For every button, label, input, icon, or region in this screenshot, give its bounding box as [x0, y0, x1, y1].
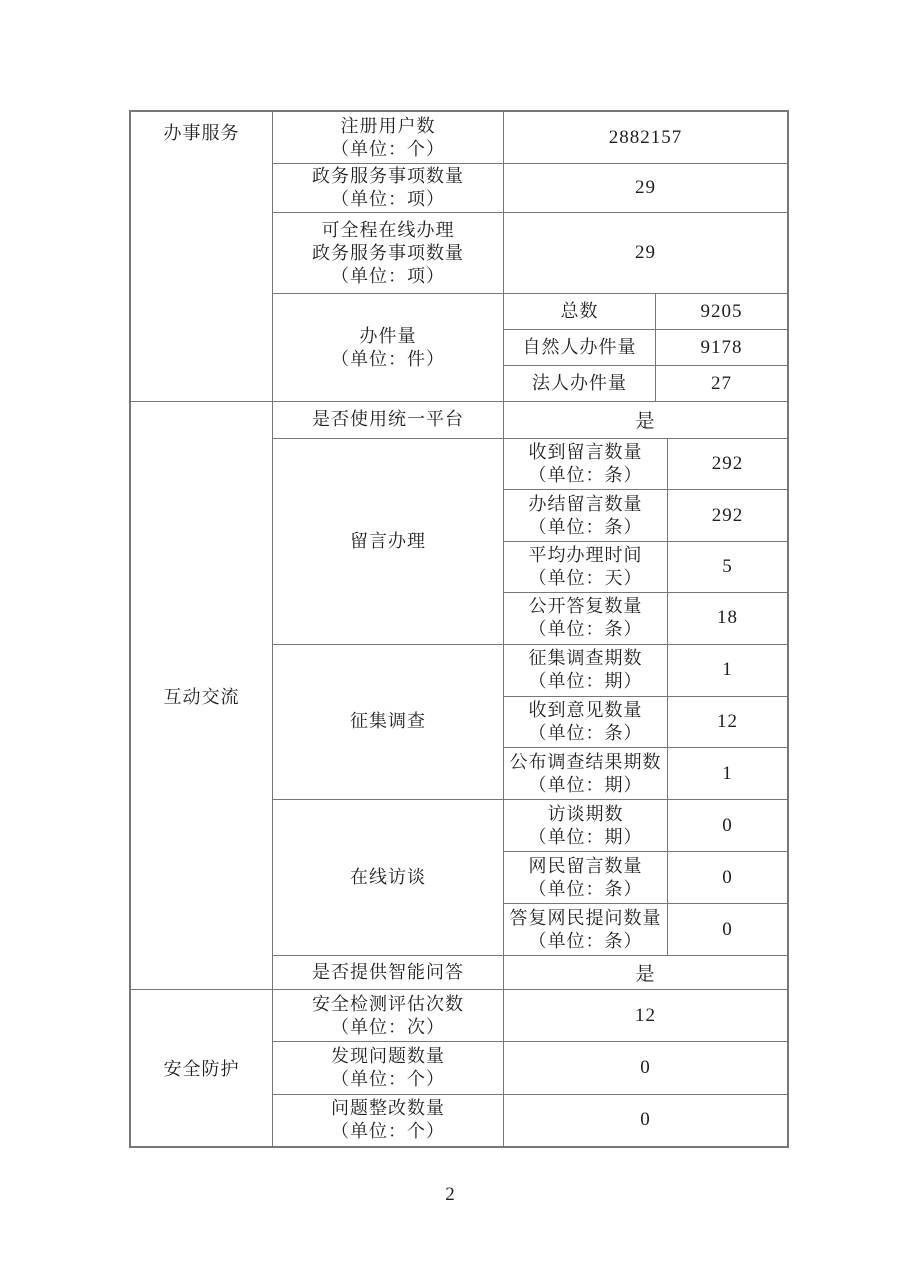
- row-problems-found: [273, 1041, 787, 1093]
- value-cell-service-items: [504, 164, 787, 212]
- value-cell-surveys-opinions: [668, 697, 787, 748]
- subrow-interviews-messages: [504, 851, 787, 903]
- report-statistics-table: [129, 110, 789, 1148]
- interviews-messages-unit: （单位：条）: [528, 878, 643, 899]
- row-security-assessments: [273, 990, 787, 1041]
- section-interaction: [131, 401, 787, 989]
- section-interaction-body: [272, 402, 787, 989]
- service-items-value: 29: [635, 177, 656, 198]
- messages-public-replies-unit: （单位：条）: [528, 619, 643, 640]
- interviews-replies-value: 0: [722, 918, 733, 940]
- surveys-periods-unit: （单位：期）: [528, 671, 643, 692]
- section-security: [131, 989, 787, 1146]
- label-cell-problems-found: [273, 1042, 504, 1093]
- value-cell-smart-qa: [504, 956, 787, 989]
- row-unified-platform: [273, 402, 787, 438]
- messages-public-replies-value: 18: [717, 607, 738, 629]
- section-service: [131, 112, 787, 401]
- label-cell-surveys-results: [504, 748, 668, 799]
- label-cell-interviews-messages: [504, 852, 668, 903]
- subrow-messages-received: [504, 439, 787, 489]
- surveys-results-unit: （单位：期）: [528, 774, 643, 795]
- subrow-interviews-periods: [504, 800, 787, 851]
- label-cell-cases-legal-person: [504, 366, 656, 401]
- cases-legal-person-value: 27: [711, 372, 732, 394]
- label-cell-smart-qa: [273, 956, 504, 989]
- cases-natural-person-value: 9178: [700, 336, 743, 358]
- subrow-cases-legal-person: [504, 365, 787, 401]
- cases-subrows: [504, 294, 787, 401]
- interviews-messages-label: 网民留言数量: [528, 855, 643, 876]
- label-cell-unified-platform: [273, 402, 504, 438]
- interviews-periods-label: 访谈期数: [547, 803, 624, 824]
- value-cell-messages-public-replies: [668, 593, 787, 643]
- messages-received-value: 292: [711, 453, 744, 475]
- category-label-security: 安全防护: [163, 1059, 240, 1079]
- page-number: 2: [445, 1184, 455, 1205]
- registered-users-label: 注册用户数: [340, 115, 436, 136]
- row-interviews: [273, 799, 787, 955]
- value-cell-problems-found: [504, 1042, 787, 1093]
- label-cell-messages-completed: [504, 490, 668, 540]
- value-cell-problems-fixed: [504, 1095, 787, 1146]
- value-cell-messages-completed: [668, 490, 787, 540]
- label-cell-surveys: [273, 645, 504, 800]
- problems-found-unit: （单位：个）: [331, 1068, 445, 1089]
- unified-platform-label: 是否使用统一平台: [312, 409, 464, 430]
- security-assessments-label: 安全检测评估次数: [312, 993, 464, 1014]
- problems-fixed-unit: （单位：个）: [331, 1121, 445, 1142]
- messages-received-unit: （单位：条）: [528, 465, 643, 486]
- value-cell-security-assessments: [504, 990, 787, 1041]
- problems-found-value: 0: [640, 1056, 651, 1078]
- registered-users-unit: （单位：个）: [331, 138, 445, 159]
- service-items-unit: （单位：项）: [331, 189, 445, 209]
- subrow-surveys-opinions: [504, 696, 787, 748]
- label-cell-cases-natural-person: [504, 330, 656, 365]
- label-cell-messages-received: [504, 439, 668, 489]
- messages-avg-time-label: 平均办理时间: [528, 544, 643, 565]
- messages-avg-time-value: 5: [722, 555, 733, 577]
- value-cell-cases-total: [656, 294, 787, 329]
- interviews-messages-value: 0: [722, 866, 733, 888]
- label-cell-cases-total: [504, 294, 656, 329]
- subrow-surveys-results: [504, 747, 787, 799]
- section-service-body: [272, 112, 787, 401]
- registered-users-value: 2882157: [608, 126, 683, 148]
- value-cell-interviews-periods: [668, 800, 787, 851]
- row-smart-qa: [273, 955, 787, 989]
- cases-total-value: 9205: [700, 300, 743, 322]
- label-cell-messages-avg-time: [504, 542, 668, 592]
- surveys-results-label: 公布调查结果期数: [509, 751, 662, 772]
- subrow-interviews-replies: [504, 903, 787, 955]
- section-security-body: [272, 990, 787, 1146]
- value-cell-surveys-periods: [668, 645, 787, 696]
- interviews-periods-value: 0: [722, 814, 733, 836]
- online-items-value: 29: [635, 242, 656, 263]
- interviews-subrows: [504, 800, 787, 955]
- surveys-periods-value: 1: [722, 659, 733, 681]
- messages-completed-label: 办结留言数量: [528, 493, 643, 514]
- surveys-periods-label: 征集调查期数: [528, 648, 643, 669]
- label-cell-problems-fixed: [273, 1095, 504, 1146]
- value-cell-cases-natural-person: [656, 330, 787, 365]
- category-cell-interaction: [131, 402, 272, 989]
- value-cell-registered-users: [504, 112, 787, 163]
- online-items-label-line1: 可全程在线办理: [321, 219, 455, 240]
- service-items-label: 政务服务事项数量: [312, 166, 464, 186]
- messages-received-label: 收到留言数量: [528, 442, 643, 463]
- online-items-label-line2: 政务服务事项数量: [312, 242, 464, 263]
- security-assessments-value: 12: [635, 1004, 656, 1026]
- category-label-interaction: 互动交流: [163, 686, 240, 707]
- row-registered-users: [273, 112, 787, 163]
- label-cell-messages-public-replies: [504, 593, 668, 643]
- label-cell-registered-users: [273, 112, 504, 163]
- label-cell-surveys-opinions: [504, 697, 668, 748]
- label-cell-cases: [273, 294, 504, 401]
- problems-found-label: 发现问题数量: [331, 1045, 445, 1066]
- cases-natural-person-label: 自然人办件量: [522, 337, 637, 357]
- interviews-periods-unit: （单位：期）: [528, 826, 643, 847]
- surveys-opinions-label: 收到意见数量: [528, 699, 643, 720]
- surveys-results-value: 1: [722, 762, 733, 784]
- subrow-messages-completed: [504, 489, 787, 540]
- value-cell-interviews-replies: [668, 904, 787, 955]
- surveys-opinions-unit: （单位：条）: [528, 722, 643, 743]
- messages-subrows: [504, 439, 787, 644]
- label-cell-interviews-periods: [504, 800, 668, 851]
- value-cell-unified-platform: [504, 402, 787, 438]
- online-items-unit: （单位：项）: [331, 265, 445, 286]
- row-service-items: [273, 163, 787, 212]
- problems-fixed-label: 问题整改数量: [331, 1098, 445, 1119]
- subrow-cases-natural-person: [504, 329, 787, 365]
- row-cases: [273, 293, 787, 401]
- messages-avg-time-unit: （单位：天）: [528, 567, 643, 588]
- smart-qa-label: 是否提供智能问答: [312, 962, 464, 983]
- surveys-label: 征集调查: [350, 711, 426, 732]
- value-cell-messages-received: [668, 439, 787, 489]
- label-cell-security-assessments: [273, 990, 504, 1041]
- value-cell-cases-legal-person: [656, 366, 787, 401]
- label-cell-messages: [273, 439, 504, 644]
- row-surveys: [273, 644, 787, 800]
- label-cell-interviews: [273, 800, 504, 955]
- value-cell-interviews-messages: [668, 852, 787, 903]
- subrow-surveys-periods: [504, 645, 787, 696]
- interviews-replies-label: 答复网民提问数量: [509, 907, 662, 928]
- smart-qa-value: 是: [635, 964, 656, 986]
- label-cell-surveys-periods: [504, 645, 668, 696]
- label-cell-service-items: [273, 164, 504, 212]
- row-online-items: [273, 212, 787, 293]
- interviews-label: 在线访谈: [350, 867, 426, 888]
- value-cell-messages-avg-time: [668, 542, 787, 592]
- category-cell-security: [131, 990, 272, 1146]
- value-cell-online-items: [504, 213, 787, 293]
- subrow-messages-avg-time: [504, 541, 787, 592]
- cases-label: 办件量: [359, 325, 417, 346]
- unified-platform-value: 是: [635, 411, 656, 433]
- security-assessments-unit: （单位：次）: [331, 1016, 445, 1037]
- messages-completed-value: 292: [711, 504, 744, 526]
- cases-legal-person-label: 法人办件量: [532, 373, 627, 393]
- messages-public-replies-label: 公开答复数量: [528, 596, 643, 617]
- value-cell-surveys-results: [668, 748, 787, 799]
- subrow-cases-total: [504, 294, 787, 329]
- category-cell-service: [131, 112, 272, 401]
- messages-label: 留言办理: [350, 530, 426, 551]
- row-problems-fixed: [273, 1094, 787, 1146]
- label-cell-interviews-replies: [504, 904, 668, 955]
- cases-unit: （单位：件）: [331, 348, 445, 369]
- cases-total-label: 总数: [560, 301, 599, 321]
- surveys-subrows: [504, 645, 787, 800]
- label-cell-online-items: [273, 213, 504, 293]
- problems-fixed-value: 0: [640, 1109, 651, 1131]
- interviews-replies-unit: （单位：条）: [528, 930, 643, 951]
- subrow-messages-public-replies: [504, 592, 787, 643]
- messages-completed-unit: （单位：条）: [528, 516, 643, 537]
- surveys-opinions-value: 12: [717, 710, 738, 732]
- category-label-service: 办事服务: [163, 123, 240, 143]
- row-messages: [273, 438, 787, 644]
